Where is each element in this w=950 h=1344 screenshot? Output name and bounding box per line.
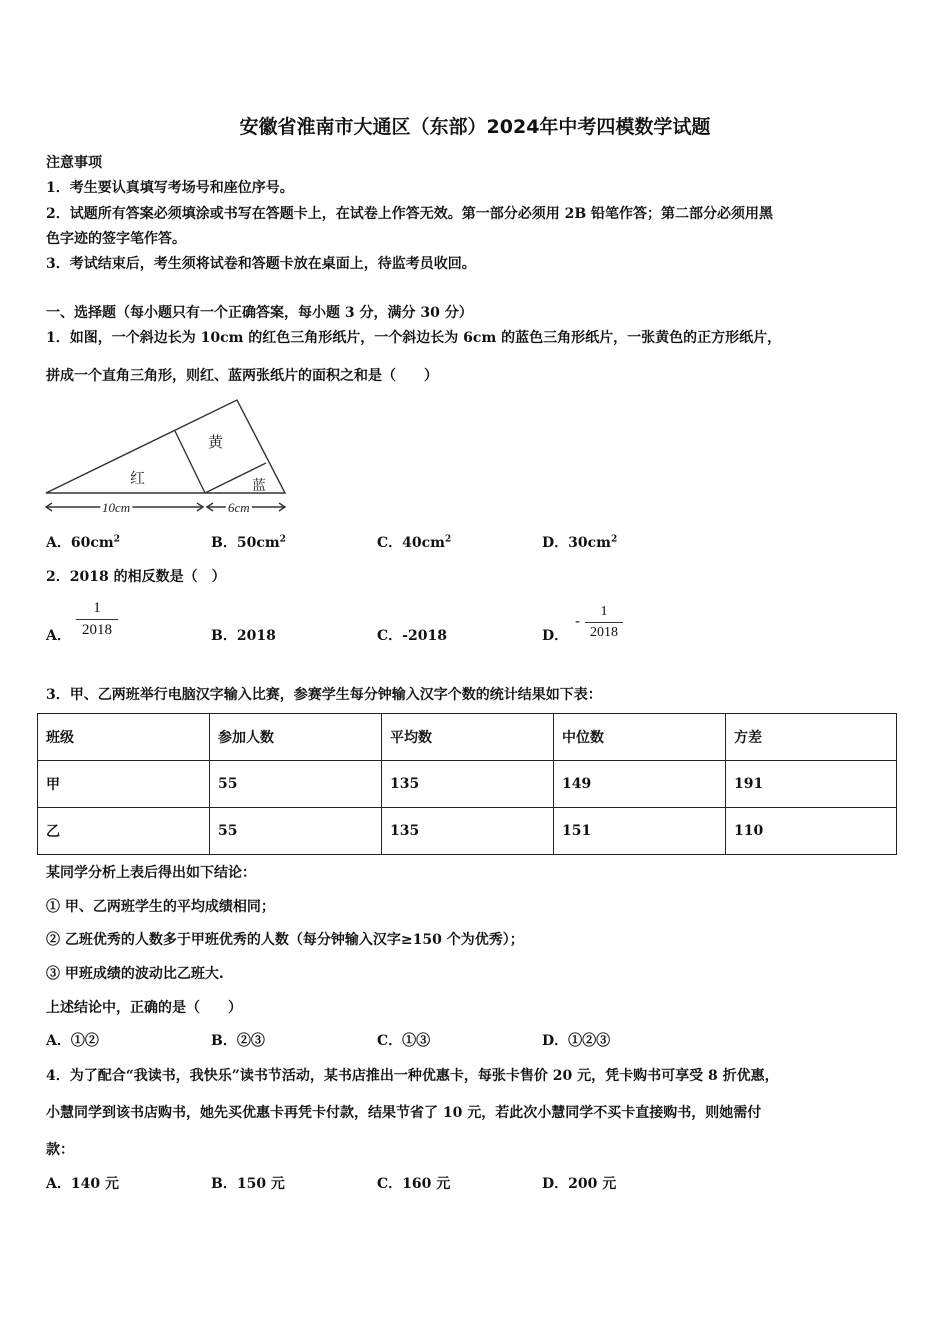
label-blue: 蓝: [252, 478, 266, 494]
table-row: [38, 808, 897, 855]
option-value: 60cm: [70, 535, 114, 551]
option-value: -2018: [402, 628, 447, 644]
table-cell: 55: [210, 808, 382, 855]
numerator: 1: [93, 600, 101, 616]
q3-option-d[interactable]: D．①②③: [542, 1033, 611, 1049]
q2-option-b[interactable]: [211, 625, 276, 645]
label-10cm: 10cm: [102, 500, 131, 515]
option-value: 2018: [236, 628, 276, 644]
q2-option-d-fraction: [585, 604, 623, 641]
notice-item-2: 2．试题所有答案必须填涂或书写在答题卡上，在试卷上作答无效。第一部分必须用 2B 铅笔作答；第二部分必须用黑: [46, 206, 774, 222]
notice-heading: 注意事项: [46, 155, 102, 171]
q3-conclusion-3: ③ 甲班成绩的波动比乙班大.: [46, 966, 224, 982]
q4-option-a[interactable]: A．140 元: [46, 1176, 119, 1192]
q1-option-c[interactable]: [377, 532, 451, 552]
q4-stem-line3: 款：: [46, 1142, 74, 1158]
option-label: A．: [46, 535, 71, 551]
table-cell: 151: [554, 808, 726, 855]
q2-option-a-label[interactable]: A．: [46, 628, 71, 644]
outer-triangle: [46, 400, 285, 493]
q1-option-d[interactable]: [542, 532, 617, 552]
q3-stem: 3．甲、乙两班举行电脑汉字输入比赛，参赛学生每分钟输入汉字个数的统计结果如下表：: [46, 687, 602, 703]
notice-item-3: 3．考试结束后，考生须将试卷和答题卡放在桌面上，待监考员收回。: [46, 256, 476, 272]
label-red: 红: [130, 469, 146, 487]
fraction-bar: [76, 619, 118, 620]
q2-stem: 2．2018 的相反数是（ ）: [46, 569, 226, 585]
fraction-bar: [585, 622, 623, 623]
option-value: 40cm: [402, 535, 445, 551]
q3-question: 上述结论中，正确的是（ ）: [46, 1000, 242, 1016]
table-row: [38, 761, 897, 808]
header-cell: 方差: [726, 714, 897, 761]
section-heading: 一、选择题（每小题只有一个正确答案，每小题 3 分，满分 30 分）: [46, 305, 473, 321]
denominator: 2018: [590, 625, 618, 640]
q2-option-a-fraction: [76, 600, 118, 639]
q1-stem-line1: 1．如图，一个斜边长为 10cm 的红色三角形纸片，一个斜边长为 6cm 的蓝色三角形纸片，一张黄色的正方形纸片，: [46, 330, 782, 346]
q4-option-d[interactable]: D．200 元: [542, 1176, 617, 1192]
superscript: 2: [610, 534, 618, 545]
header-cell: 班级: [38, 714, 210, 761]
q4-stem-line1: 4．为了配合“我读书，我快乐”读书节活动，某书店推出一种优惠卡，每张卡售价 20 元，凭卡购书可享受 8 折优惠，: [46, 1068, 779, 1084]
option-label: B．: [211, 535, 237, 551]
q2-option-c[interactable]: [377, 625, 447, 645]
q2-option-d-sign: -: [575, 612, 581, 630]
numerator: 1: [600, 604, 608, 619]
option-label: C．: [377, 535, 403, 551]
q3-conclusion-2: ② 乙班优秀的人数多于甲班优秀的人数（每分钟输入汉字≥150 个为优秀）；: [46, 932, 524, 948]
denominator: 2018: [82, 622, 112, 638]
page-title: 安徽省淮南市大通区（东部）2024年中考四模数学试题: [239, 116, 711, 138]
option-value: 30cm: [568, 535, 611, 551]
q1-option-a[interactable]: [46, 532, 120, 552]
table-cell: 149: [554, 761, 726, 808]
q4-option-c[interactable]: C．160 元: [377, 1176, 451, 1192]
yellow-square-left-edge: [175, 431, 205, 493]
q4-stem-line2: 小慧同学到该书店购书，她先买优惠卡再凭卡付款，结果节省了 10 元，若此次小慧同学不买卡直接购书，则她需付: [46, 1105, 762, 1121]
q3-analysis: 某同学分析上表后得出如下结论：: [46, 865, 256, 881]
option-value: 50cm: [236, 535, 280, 551]
table-cell: 135: [382, 761, 554, 808]
table-header-row: [38, 714, 897, 761]
table-cell: 191: [726, 761, 897, 808]
header-cell: 参加人数: [210, 714, 382, 761]
label-yellow: 黄: [208, 433, 224, 451]
table-cell: 乙: [38, 808, 210, 855]
q3-option-c[interactable]: C．①③: [377, 1033, 431, 1049]
q4-option-b[interactable]: B．150 元: [211, 1176, 285, 1192]
q1-option-b[interactable]: [211, 532, 286, 552]
option-label: B．: [211, 628, 237, 644]
stats-table: [37, 713, 897, 855]
header-cell: 平均数: [382, 714, 554, 761]
q3-conclusion-1: ① 甲、乙两班学生的平均成绩相同；: [46, 899, 275, 915]
q3-option-b[interactable]: B．②③: [211, 1033, 265, 1049]
label-6cm: 6cm: [228, 500, 250, 515]
option-label: D．: [542, 535, 569, 551]
q2-option-d-label[interactable]: D．: [542, 628, 569, 644]
notice-item-2-cont: 色字迹的签字笔作答。: [46, 231, 186, 247]
table-cell: 甲: [38, 761, 210, 808]
notice-item-1: 1．考生要认真填写考场号和座位序号。: [46, 180, 294, 196]
header-cell: 中位数: [554, 714, 726, 761]
superscript: 2: [113, 534, 120, 545]
table-cell: 135: [382, 808, 554, 855]
q3-option-a[interactable]: A．①②: [46, 1033, 99, 1049]
superscript: 2: [444, 534, 452, 545]
q1-figure: [40, 395, 290, 520]
superscript: 2: [279, 534, 286, 545]
option-label: C．: [377, 628, 403, 644]
q1-stem-line2: 拼成一个直角三角形，则红、蓝两张纸片的面积之和是（ ）: [46, 368, 438, 384]
table-cell: 55: [210, 761, 382, 808]
table-cell: 110: [726, 808, 897, 855]
